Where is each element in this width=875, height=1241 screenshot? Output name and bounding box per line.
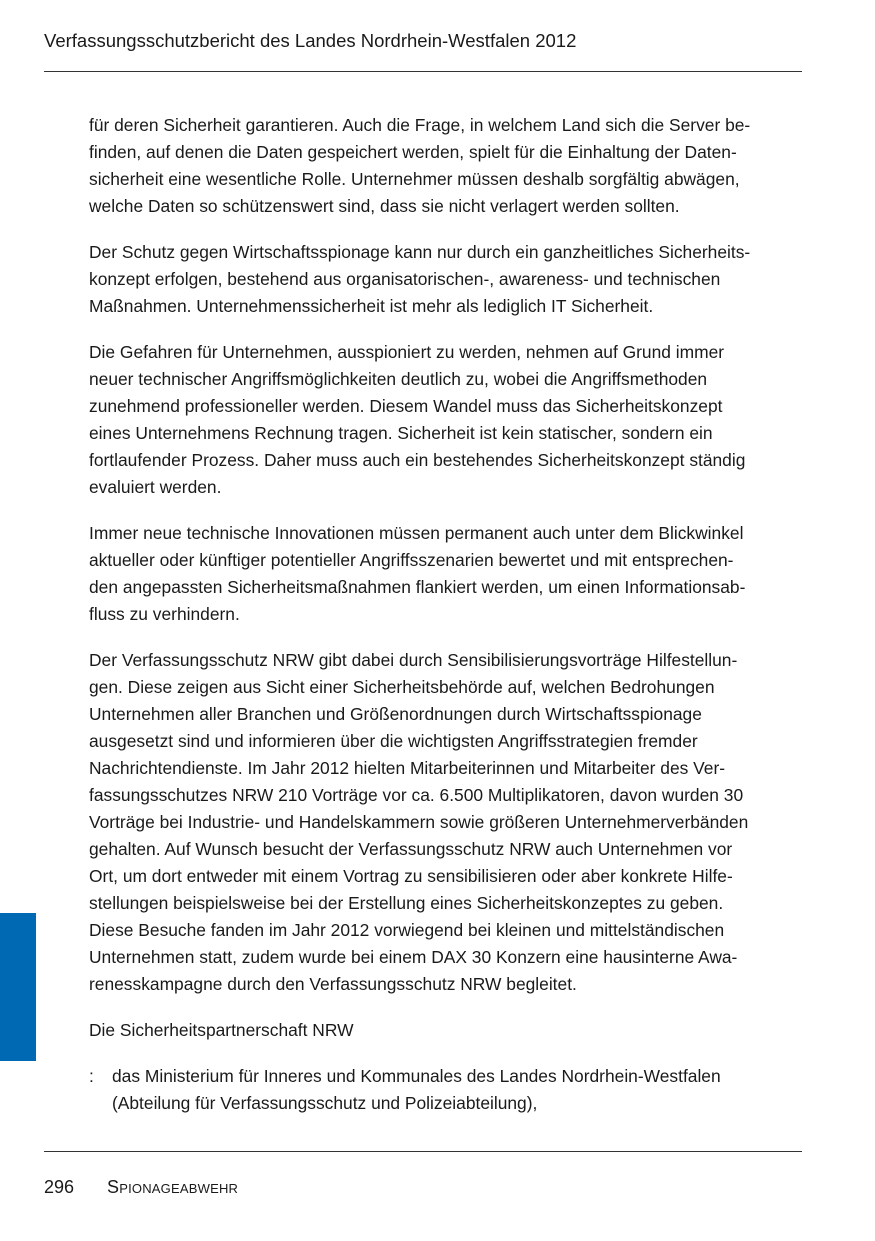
text-line: für deren Sicherheit garantieren. Auch die Frage, in welchem Land sich die Server be- xyxy=(89,115,751,135)
section-title: Spionageabwehr xyxy=(107,1177,239,1197)
paragraph xyxy=(89,647,803,998)
list-bullet: : xyxy=(89,1066,94,1086)
text-line: fassungsschutzes NRW 210 Vorträge vor ca. 6.500 Multiplikatoren, davon wurden 30 xyxy=(89,785,744,805)
text-line: Maßnahmen. Unternehmenssicherheit ist mehr als lediglich IT Sicherheit. xyxy=(89,296,654,316)
text-line: (Abteilung für Verfassungsschutz und Polizeiabteilung), xyxy=(112,1093,538,1113)
text-line: das Ministerium für Inneres und Kommunales des Landes Nordrhein-Westfalen xyxy=(112,1066,721,1086)
text-line: evaluiert werden. xyxy=(89,477,222,497)
text-line: fortlaufender Prozess. Daher muss auch ein bestehendes Sicherheitskonzept ständig xyxy=(89,450,746,470)
page-footer xyxy=(44,1176,238,1198)
text-line: ausgesetzt sind und informieren über die wichtigsten Angriffsstrategien fremder xyxy=(89,731,698,751)
header-divider xyxy=(44,71,802,72)
paragraph xyxy=(89,520,803,628)
text-line: renesskampagne durch den Verfassungsschutz NRW begleitet. xyxy=(89,974,577,994)
body-text xyxy=(89,112,803,1117)
paragraph xyxy=(89,112,803,220)
text-line: zunehmend professioneller werden. Diesem Wandel muss das Sicherheitskonzept xyxy=(89,396,723,416)
paragraph xyxy=(89,339,803,501)
text-line: aktueller oder künftiger potentieller Angriffsszenarien bewertet und mit entsprechen- xyxy=(89,550,734,570)
text-line: Immer neue technische Innovationen müssen permanent auch unter dem Blickwinkel xyxy=(89,523,744,543)
text-line: Diese Besuche fanden im Jahr 2012 vorwiegend bei kleinen und mittelständischen xyxy=(89,920,725,940)
text-line: den angepassten Sicherheitsmaßnahmen flankiert werden, um einen Informationsab- xyxy=(89,577,746,597)
text-line: finden, auf denen die Daten gespeichert werden, spielt für die Einhaltung der Daten- xyxy=(89,142,737,162)
text-line: gehalten. Auf Wunsch besucht der Verfassungsschutz NRW auch Unternehmen vor xyxy=(89,839,733,859)
text-line: Die Gefahren für Unternehmen, ausspioniert zu werden, nehmen auf Grund immer xyxy=(89,342,725,362)
text-line: stellungen beispielsweise bei der Erstellung eines Sicherheitskonzeptes zu geben. xyxy=(89,893,724,913)
text-line: Die Sicherheitspartnerschaft NRW xyxy=(89,1020,354,1040)
text-line: fluss zu verhindern. xyxy=(89,604,240,624)
text-line: neuer technischer Angriffsmöglichkeiten deutlich zu, wobei die Angriffsmethoden xyxy=(89,369,708,389)
page-number: 296 xyxy=(44,1177,75,1197)
text-line: sicherheit eine wesentliche Rolle. Unternehmer müssen deshalb sorgfältig abwägen, xyxy=(89,169,740,189)
text-line: eines Unternehmens Rechnung tragen. Sicherheit ist kein statischer, sondern ein xyxy=(89,423,713,443)
paragraph xyxy=(89,239,803,320)
list-item xyxy=(89,1063,803,1117)
text-line: Ort, um dort entweder mit einem Vortrag zu sensibilisieren oder aber konkrete Hilfe- xyxy=(89,866,733,886)
chapter-tab-marker xyxy=(0,913,36,1061)
text-line: Unternehmen aller Branchen und Größenordnungen durch Wirtschaftsspionage xyxy=(89,704,702,724)
text-line: welche Daten so schützenswert sind, dass sie nicht verlagert werden sollten. xyxy=(89,196,680,216)
paragraph xyxy=(89,1017,803,1044)
footer-divider xyxy=(44,1151,802,1152)
text-line: Der Verfassungsschutz NRW gibt dabei durch Sensibilisierungsvorträge Hilfestellun- xyxy=(89,650,738,670)
text-line: konzept erfolgen, bestehend aus organisatorischen-, awareness- und technischen xyxy=(89,269,721,289)
running-header: Verfassungsschutzbericht des Landes Nordrhein-Westfalen 2012 xyxy=(44,30,577,51)
text-line: Der Schutz gegen Wirtschaftsspionage kann nur durch ein ganzheitliches Sicherheits- xyxy=(89,242,751,262)
text-line: gen. Diese zeigen aus Sicht einer Sicherheitsbehörde auf, welchen Bedrohungen xyxy=(89,677,715,697)
text-line: Nachrichtendienste. Im Jahr 2012 hielten Mitarbeiterinnen und Mitarbeiter des Ver- xyxy=(89,758,726,778)
text-line: Vorträge bei Industrie- und Handelskammern sowie größeren Unternehmerverbänden xyxy=(89,812,749,832)
text-line: Unternehmen statt, zudem wurde bei einem DAX 30 Konzern eine hausinterne Awa- xyxy=(89,947,738,967)
